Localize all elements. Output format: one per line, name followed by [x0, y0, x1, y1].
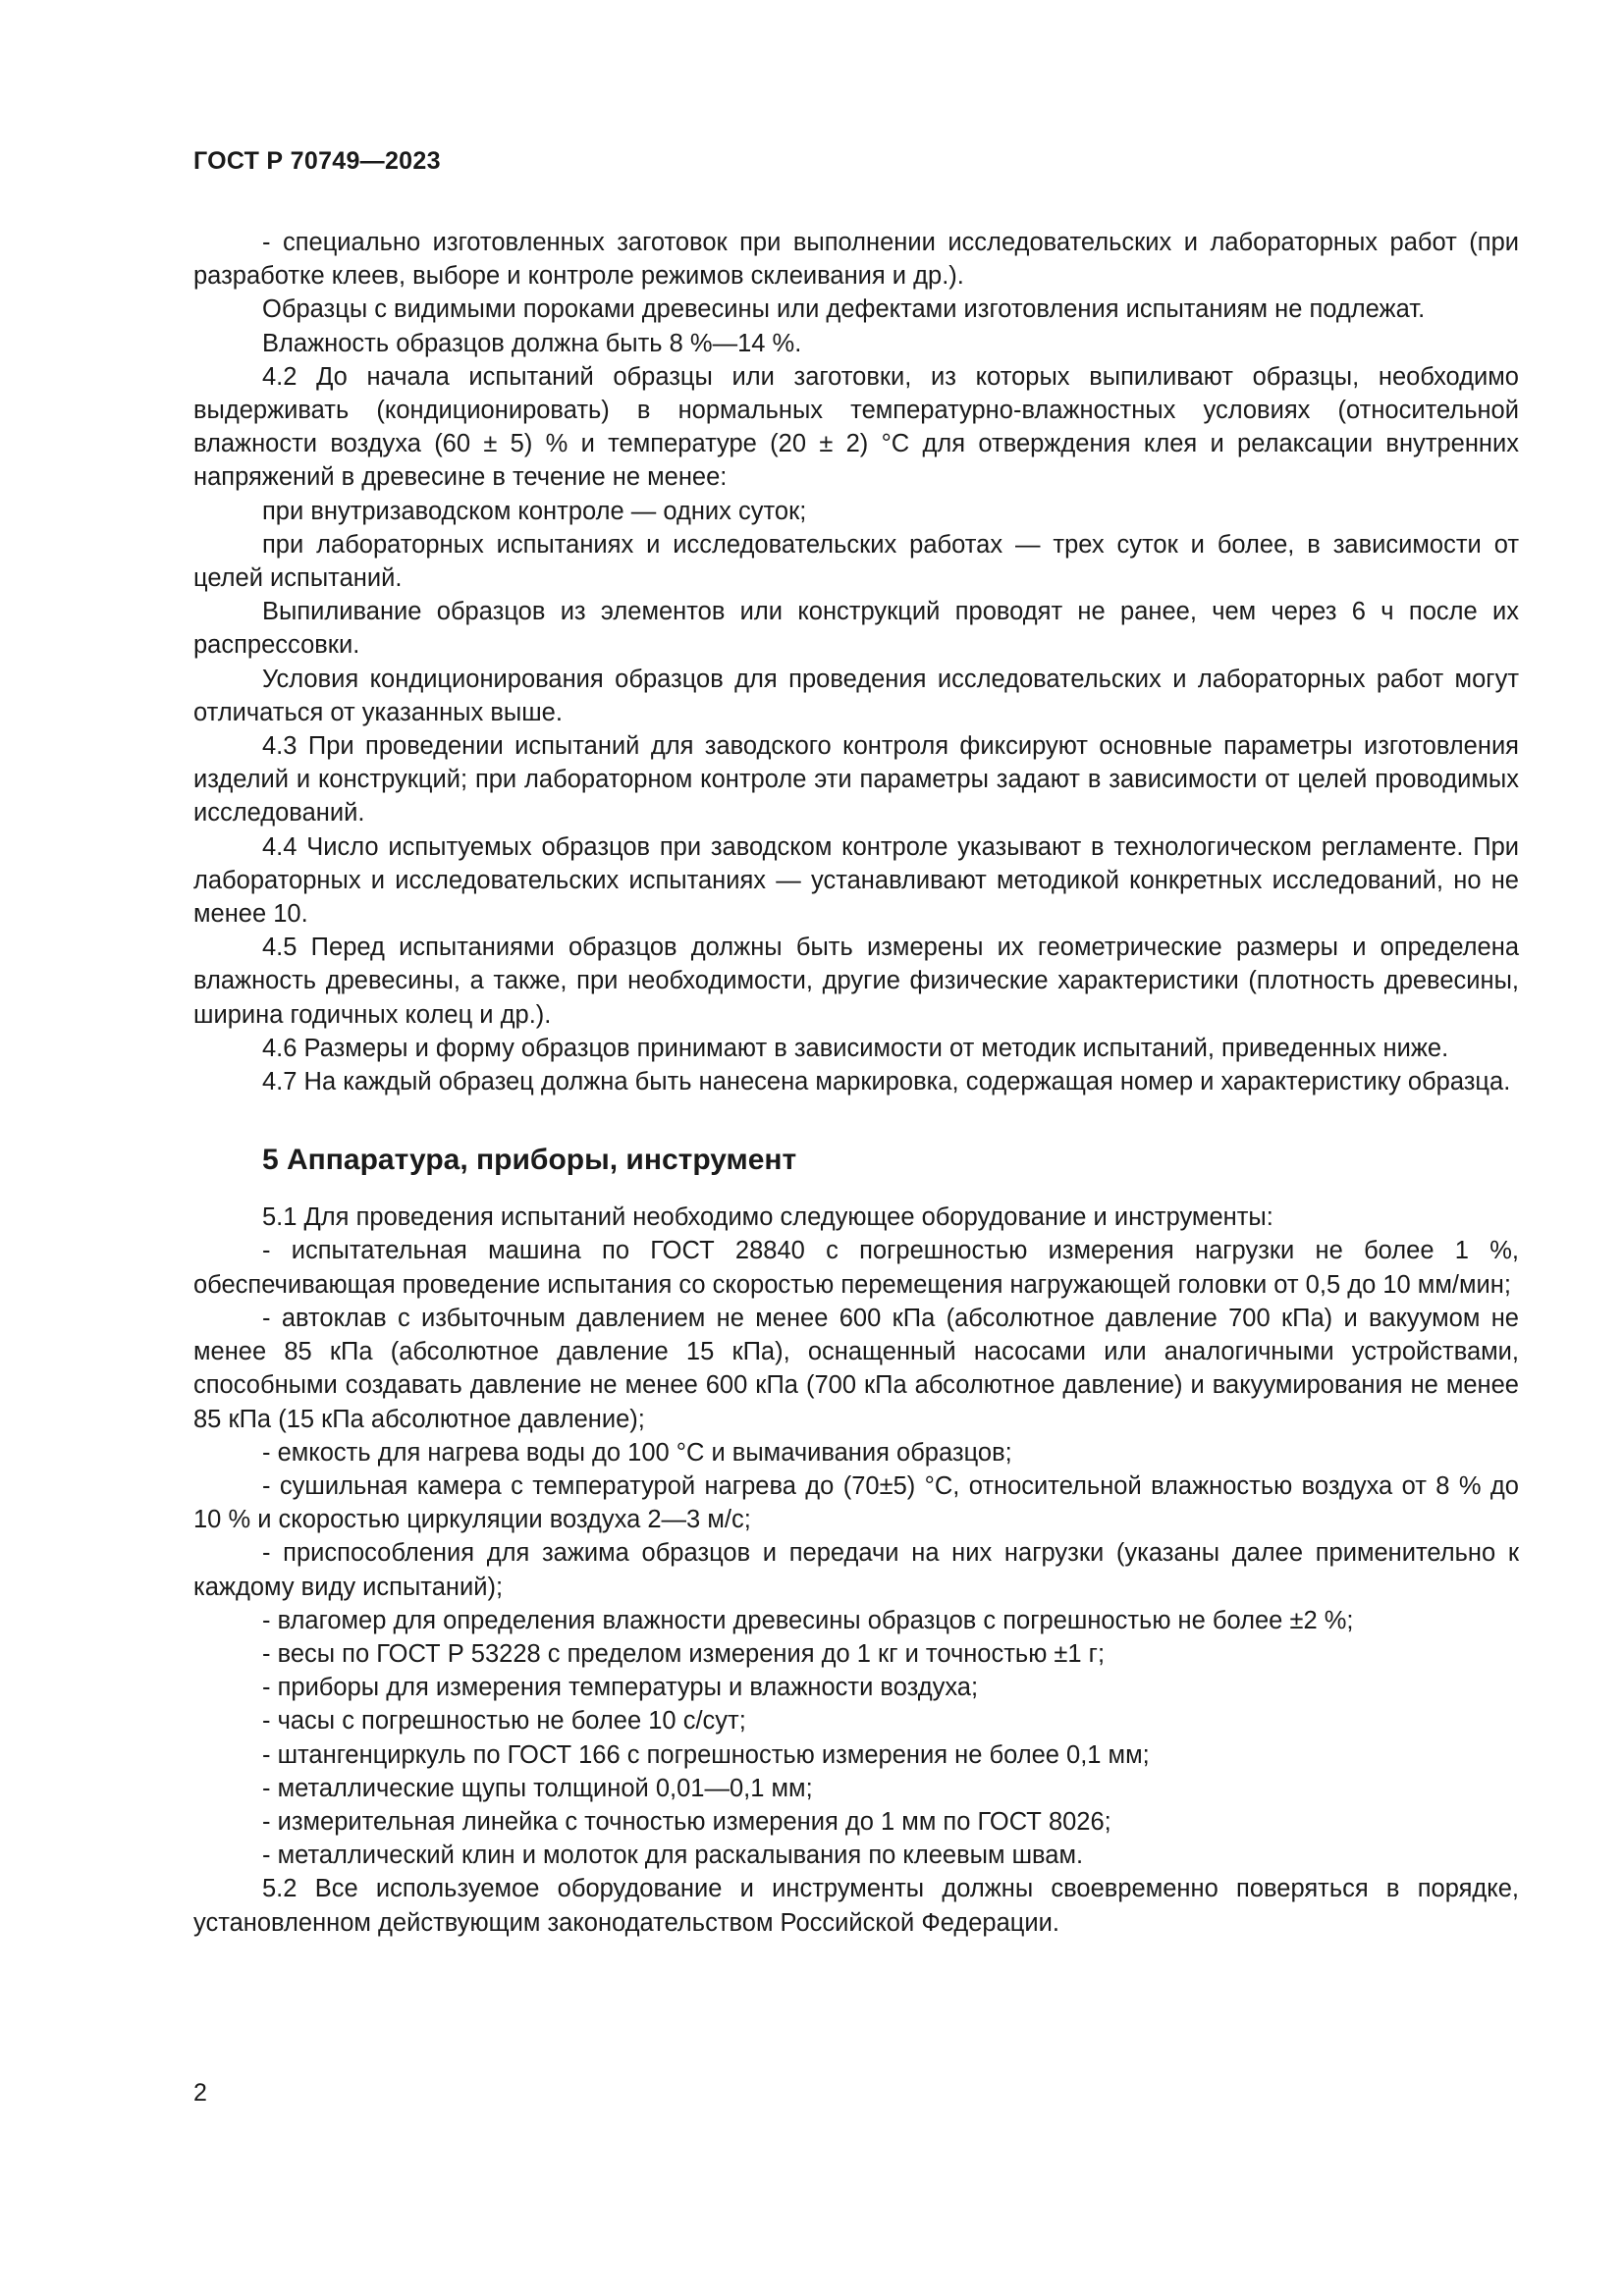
- paragraph: при внутризаводском контроле — одних суток;: [262, 497, 807, 525]
- page-number: 2: [193, 2079, 207, 2107]
- list-item: - автоклав с избыточным давлением не менее 600 кПа (абсолютное давление 700 кПа) и вакуумом не менее 85 кПа (абсолютное давление 15 кПа), оснащенный насосами или аналогичными устройствами, способными создавать давление не менее 600 кПа (700 кПа абсолютное давление) и вакуумирования не менее 85 кПа (15 кПа абсолютное давление);: [193, 1304, 1519, 1433]
- paragraph: Выпиливание образцов из элементов или конструкций проводят не ранее, чем через 6 ч после их распрессовки.: [193, 598, 1519, 660]
- section-heading: 5 Аппаратура, приборы, инструмент: [262, 1144, 797, 1177]
- paragraph: Условия кондиционирования образцов для проведения исследовательских и лабораторных работ могут отличаться от указанных выше.: [193, 665, 1519, 726]
- paragraph: 4.3 При проведении испытаний для заводского контроля фиксируют основные параметры изготовления изделий и конструкций; при лабораторном контроле эти параметры задают в зависимости от целей проводимых исследований.: [193, 732, 1519, 828]
- document-header: ГОСТ Р 70749—2023: [193, 147, 441, 175]
- list-item: - металлический клин и молоток для раскалывания по клеевым швам.: [262, 1842, 1084, 1870]
- list-item: - влагомер для определения влажности древесины образцов с погрешностью не более ±2 %;: [262, 1606, 1354, 1634]
- list-item: - сушильная камера с температурой нагрева до (70±5) °С, относительной влажностью воздуха от 8 % до 10 % и скоростью циркуляции воздуха 2—3 м/с;: [193, 1471, 1519, 1534]
- paragraph: 4.6 Размеры и форму образцов принимают в зависимости от методик испытаний, приведенных ниже.: [262, 1034, 1449, 1062]
- list-item: - измерительная линейка с точностью измерения до 1 мм по ГОСТ 8026;: [262, 1807, 1111, 1836]
- paragraph: 4.7 На каждый образец должна быть нанесена маркировка, содержащая номер и характеристику образца.: [262, 1068, 1511, 1096]
- paragraph: 4.2 До начала испытаний образцы или заготовки, из которых выпиливают образцы, необходимо выдерживать (кондиционировать) в нормальных температурно-влажностных условиях (относительной влажности воздуха (60 ± 5) % и температуре (20 ± 2) °С для отверждения клея и релаксации внутренних напряжений в древесине в течение не менее:: [193, 362, 1519, 492]
- list-item: - емкость для нагрева воды до 100 °С и вымачивания образцов;: [262, 1438, 1012, 1467]
- paragraph: 4.4 Число испытуемых образцов при заводском контроле указывают в технологическом регламенте. При лабораторных и исследовательских испытаниях — устанавливают методикой конкретных исследований, но не менее 10.: [193, 832, 1519, 929]
- paragraph: Образцы с видимыми пороками древесины или дефектами изготовления испытаниям не подлежат.: [262, 295, 1426, 324]
- list-item: - металлические щупы толщиной 0,01—0,1 мм;: [262, 1774, 813, 1802]
- list-item: - штангенциркуль по ГОСТ 166 с погрешностью измерения не более 0,1 мм;: [262, 1740, 1150, 1769]
- paragraph: 5.2 Все используемое оборудование и инструменты должны своевременно поверяться в порядке, установленном действующим законодательством Российской Федерации.: [193, 1875, 1519, 1937]
- paragraph: Влажность образцов должна быть 8 %—14 %.: [262, 329, 802, 357]
- list-item: - приспособления для зажима образцов и передачи на них нагрузки (указаны далее применительно к каждому виду испытаний);: [193, 1539, 1519, 1601]
- list-item: - испытательная машина по ГОСТ 28840 с погрешностью измерения нагрузки не более 1 %, обеспечивающая проведение испытания со скоростью перемещения нагружающей головки от 0,5 до 10 мм/мин;: [193, 1237, 1519, 1299]
- list-item: - приборы для измерения температуры и влажности воздуха;: [262, 1674, 979, 1702]
- paragraph: 5.1 Для проведения испытаний необходимо следующее оборудование и инструменты:: [262, 1203, 1273, 1232]
- paragraph: - специально изготовленных заготовок при выполнении исследовательских и лабораторных работ (при разработке клеев, выборе и контроле режимов склеивания и др.).: [193, 229, 1519, 291]
- paragraph: 4.5 Перед испытаниями образцов должны быть измерены их геометрические размеры и определена влажность древесины, а также, при необходимости, другие физические характеристики (плотность древесины, ширина годичных колец и др.).: [193, 934, 1519, 1029]
- page-content: [193, 226, 1519, 1940]
- list-item: - часы с погрешностью не более 10 с/сут;: [262, 1707, 746, 1735]
- paragraph: при лабораторных испытаниях и исследовательских работах — трех суток и более, в зависимости от целей испытаний.: [193, 530, 1519, 593]
- list-item: - весы по ГОСТ Р 53228 с пределом измерения до 1 кг и точностью ±1 г;: [262, 1639, 1106, 1668]
